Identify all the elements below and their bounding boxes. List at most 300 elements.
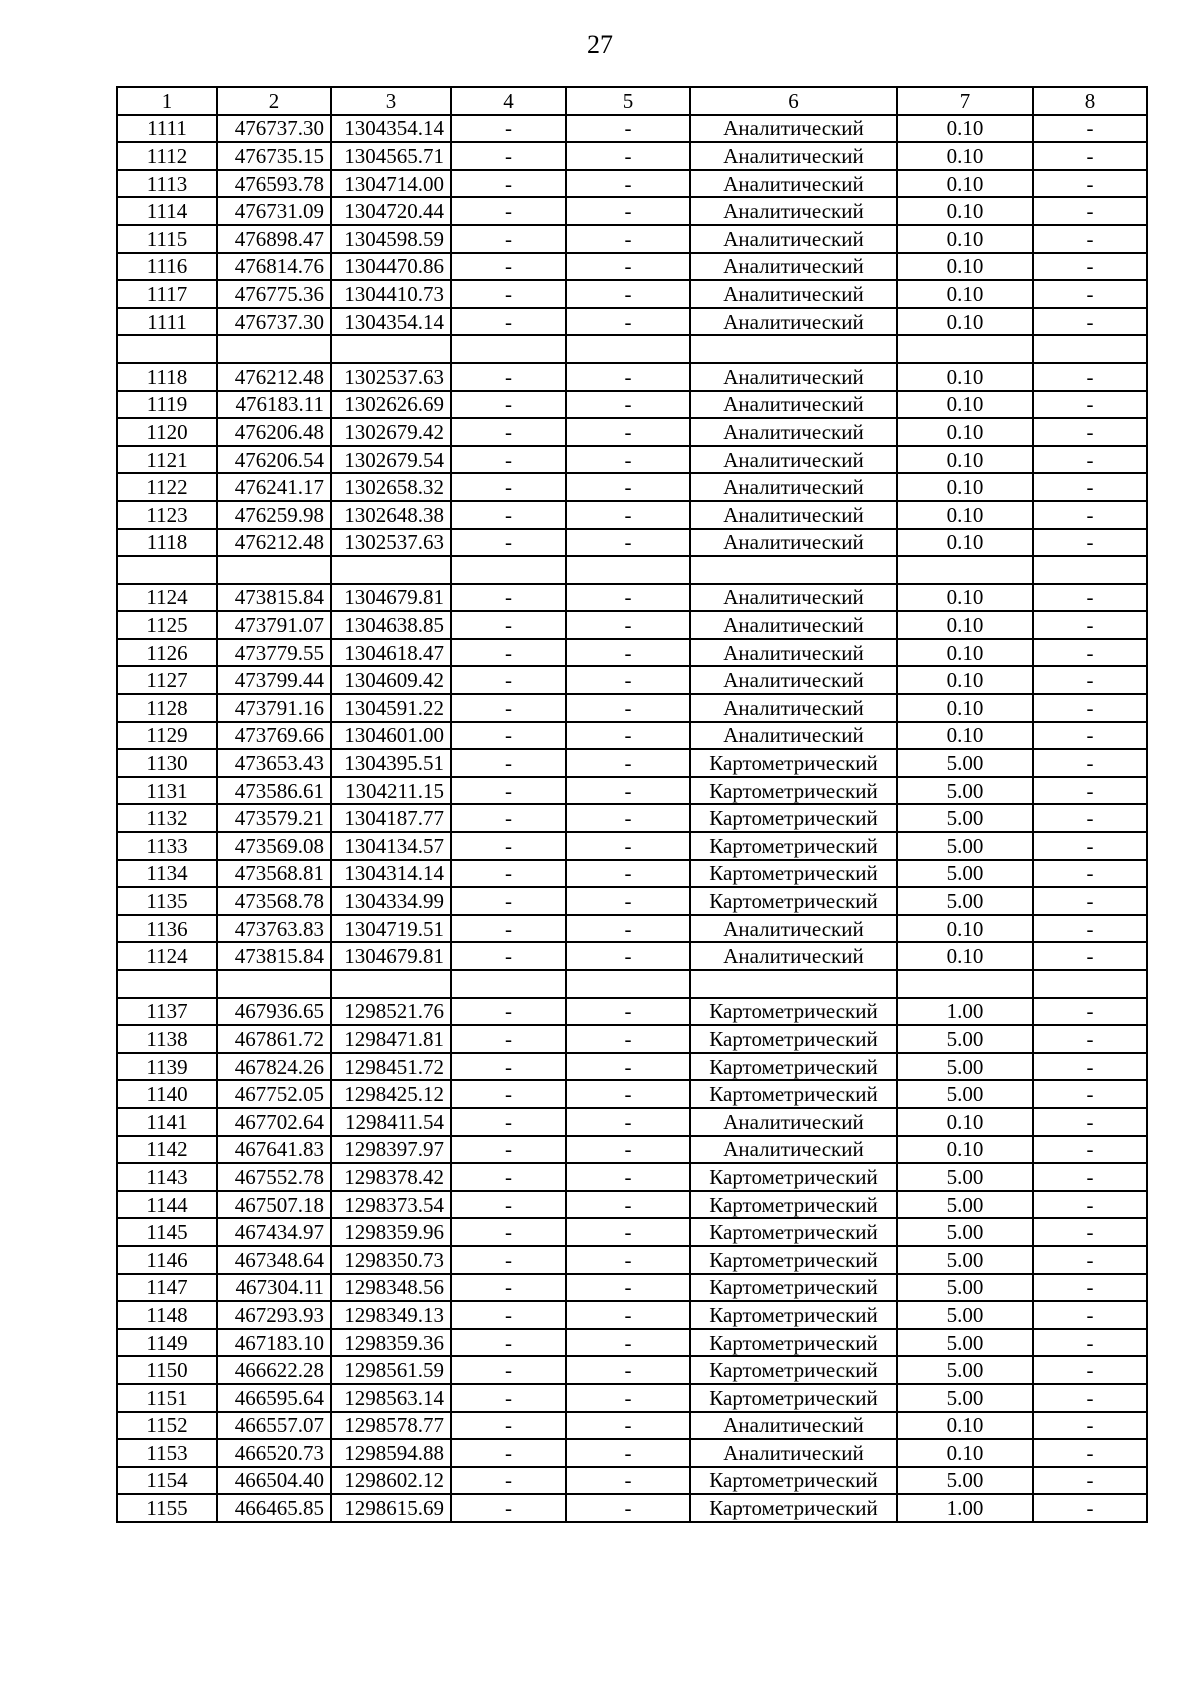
column-8-cell: - (1033, 915, 1147, 943)
column-8-cell: - (1033, 446, 1147, 474)
method-cell: Аналитический (690, 611, 897, 639)
column-8-cell: - (1033, 722, 1147, 750)
y-coordinate-cell: 1304719.51 (331, 915, 451, 943)
point-number-cell: 1132 (117, 804, 217, 832)
table-row (117, 998, 1147, 1026)
point-number-cell: 1141 (117, 1108, 217, 1136)
column-5-cell: - (566, 1108, 690, 1136)
header-cell: 1 (117, 87, 217, 115)
column-4-cell: - (451, 418, 566, 446)
column-5-cell: - (566, 253, 690, 281)
column-4-cell: - (451, 1053, 566, 1081)
column-4-cell: - (451, 722, 566, 750)
accuracy-cell: 0.10 (897, 142, 1033, 170)
point-number-cell: 1118 (117, 529, 217, 557)
column-8-cell: - (1033, 942, 1147, 970)
x-coordinate-cell: 476206.54 (217, 446, 331, 474)
x-coordinate-cell: 473586.61 (217, 777, 331, 805)
column-4-cell: - (451, 1329, 566, 1357)
table-row (117, 942, 1147, 970)
accuracy-cell: 5.00 (897, 1329, 1033, 1357)
method-cell: Аналитический (690, 942, 897, 970)
method-cell: Картометрический (690, 1384, 897, 1412)
x-coordinate-cell: 473815.84 (217, 584, 331, 612)
column-4-cell: - (451, 529, 566, 557)
method-cell: Картометрический (690, 1191, 897, 1219)
accuracy-cell: 0.10 (897, 308, 1033, 336)
accuracy-cell: 0.10 (897, 473, 1033, 501)
table-row (117, 142, 1147, 170)
table-row (117, 1356, 1147, 1384)
method-cell: Аналитический (690, 473, 897, 501)
y-coordinate-cell: 1304211.15 (331, 777, 451, 805)
point-number-cell: 1123 (117, 501, 217, 529)
method-cell: Аналитический (690, 1412, 897, 1440)
column-4-cell: - (451, 860, 566, 888)
column-4-cell: - (451, 1218, 566, 1246)
accuracy-cell: 5.00 (897, 887, 1033, 915)
column-4-cell: - (451, 280, 566, 308)
x-coordinate-cell: 466622.28 (217, 1356, 331, 1384)
column-4-cell: - (451, 170, 566, 198)
method-cell: Картометрический (690, 1274, 897, 1302)
x-coordinate-cell: 473568.78 (217, 887, 331, 915)
column-4-cell: - (451, 473, 566, 501)
accuracy-cell: 5.00 (897, 1301, 1033, 1329)
y-coordinate-cell: 1304598.59 (331, 225, 451, 253)
column-5-cell: - (566, 1329, 690, 1357)
method-cell: Картометрический (690, 860, 897, 888)
y-coordinate-cell: 1304609.42 (331, 666, 451, 694)
x-coordinate-cell: 476814.76 (217, 253, 331, 281)
y-coordinate-cell: 1302658.32 (331, 473, 451, 501)
point-number-cell: 1125 (117, 611, 217, 639)
column-5-cell: - (566, 308, 690, 336)
column-8-cell: - (1033, 197, 1147, 225)
x-coordinate-cell: 473815.84 (217, 942, 331, 970)
accuracy-cell: 5.00 (897, 777, 1033, 805)
table-separator-row (117, 556, 1147, 584)
point-number-cell: 1111 (117, 308, 217, 336)
accuracy-cell: 0.10 (897, 1412, 1033, 1440)
column-8-cell: - (1033, 1412, 1147, 1440)
table-row (117, 1163, 1147, 1191)
table-row (117, 1218, 1147, 1246)
column-8-cell: - (1033, 584, 1147, 612)
point-number-cell: 1155 (117, 1494, 217, 1522)
method-cell: Аналитический (690, 1136, 897, 1164)
column-4-cell: - (451, 584, 566, 612)
column-5-cell: - (566, 225, 690, 253)
accuracy-cell: 0.10 (897, 225, 1033, 253)
x-coordinate-cell: 476259.98 (217, 501, 331, 529)
y-coordinate-cell (331, 970, 451, 998)
column-8-cell: - (1033, 1136, 1147, 1164)
y-coordinate-cell: 1304334.99 (331, 887, 451, 915)
column-8-cell: - (1033, 1384, 1147, 1412)
column-5-cell: - (566, 1218, 690, 1246)
method-cell: Аналитический (690, 501, 897, 529)
column-8-cell: - (1033, 887, 1147, 915)
point-number-cell: 1122 (117, 473, 217, 501)
point-number-cell: 1149 (117, 1329, 217, 1357)
method-cell: Картометрический (690, 1301, 897, 1329)
column-8-cell: - (1033, 1025, 1147, 1053)
column-8-cell: - (1033, 1494, 1147, 1522)
column-8-cell: - (1033, 1329, 1147, 1357)
x-coordinate-cell: 473791.16 (217, 694, 331, 722)
x-coordinate-cell: 473569.08 (217, 832, 331, 860)
x-coordinate-cell: 476737.30 (217, 115, 331, 143)
x-coordinate-cell: 466520.73 (217, 1439, 331, 1467)
y-coordinate-cell: 1298561.59 (331, 1356, 451, 1384)
column-8-cell: - (1033, 832, 1147, 860)
column-4-cell: - (451, 611, 566, 639)
y-coordinate-cell (331, 556, 451, 584)
x-coordinate-cell: 476183.11 (217, 391, 331, 419)
column-5-cell: - (566, 1025, 690, 1053)
y-coordinate-cell: 1304714.00 (331, 170, 451, 198)
accuracy-cell: 5.00 (897, 1274, 1033, 1302)
y-coordinate-cell: 1304354.14 (331, 308, 451, 336)
column-4-cell: - (451, 501, 566, 529)
method-cell: Аналитический (690, 115, 897, 143)
method-cell: Аналитический (690, 584, 897, 612)
table-row (117, 694, 1147, 722)
y-coordinate-cell: 1302679.42 (331, 418, 451, 446)
column-5-cell: - (566, 363, 690, 391)
accuracy-cell: 0.10 (897, 584, 1033, 612)
point-number-cell: 1126 (117, 639, 217, 667)
point-number-cell: 1144 (117, 1191, 217, 1219)
y-coordinate-cell: 1304601.00 (331, 722, 451, 750)
x-coordinate-cell: 467936.65 (217, 998, 331, 1026)
accuracy-cell: 0.10 (897, 391, 1033, 419)
table-row (117, 887, 1147, 915)
column-5-cell: - (566, 749, 690, 777)
x-coordinate-cell (217, 970, 331, 998)
x-coordinate-cell: 476206.48 (217, 418, 331, 446)
column-8-cell: - (1033, 225, 1147, 253)
method-cell: Аналитический (690, 666, 897, 694)
method-cell: Аналитический (690, 225, 897, 253)
table-row (117, 1384, 1147, 1412)
y-coordinate-cell: 1302679.54 (331, 446, 451, 474)
x-coordinate-cell: 476212.48 (217, 529, 331, 557)
method-cell: Картометрический (690, 832, 897, 860)
table-row (117, 1494, 1147, 1522)
column-4-cell: - (451, 1301, 566, 1329)
column-5-cell: - (566, 115, 690, 143)
y-coordinate-cell: 1298602.12 (331, 1467, 451, 1495)
table-row (117, 804, 1147, 832)
column-4-cell: - (451, 1356, 566, 1384)
accuracy-cell: 0.10 (897, 197, 1033, 225)
column-4-cell: - (451, 253, 566, 281)
column-8-cell: - (1033, 418, 1147, 446)
x-coordinate-cell: 467434.97 (217, 1218, 331, 1246)
y-coordinate-cell: 1304410.73 (331, 280, 451, 308)
column-8-cell: - (1033, 666, 1147, 694)
point-number-cell: 1153 (117, 1439, 217, 1467)
table-row (117, 473, 1147, 501)
column-4-cell: - (451, 363, 566, 391)
x-coordinate-cell: 467824.26 (217, 1053, 331, 1081)
method-cell: Картометрический (690, 749, 897, 777)
column-5-cell: - (566, 722, 690, 750)
x-coordinate-cell: 467752.05 (217, 1080, 331, 1108)
table-row (117, 722, 1147, 750)
accuracy-cell: 5.00 (897, 1384, 1033, 1412)
header-cell: 7 (897, 87, 1033, 115)
column-5-cell: - (566, 832, 690, 860)
column-8-cell: - (1033, 501, 1147, 529)
column-4-cell: - (451, 1384, 566, 1412)
method-cell: Аналитический (690, 363, 897, 391)
method-cell: Картометрический (690, 887, 897, 915)
y-coordinate-cell: 1304470.86 (331, 253, 451, 281)
point-number-cell: 1136 (117, 915, 217, 943)
column-5-cell: - (566, 639, 690, 667)
method-cell: Аналитический (690, 1439, 897, 1467)
table-row (117, 1467, 1147, 1495)
column-8-cell: - (1033, 1356, 1147, 1384)
header-cell: 6 (690, 87, 897, 115)
method-cell: Картометрический (690, 1218, 897, 1246)
column-4-cell (451, 335, 566, 363)
y-coordinate-cell: 1298521.76 (331, 998, 451, 1026)
method-cell: Аналитический (690, 639, 897, 667)
column-5-cell: - (566, 1467, 690, 1495)
column-5-cell: - (566, 1163, 690, 1191)
table-body (117, 115, 1147, 1522)
column-8-cell (1033, 335, 1147, 363)
method-cell: Аналитический (690, 418, 897, 446)
y-coordinate-cell: 1304134.57 (331, 832, 451, 860)
accuracy-cell: 0.10 (897, 280, 1033, 308)
header-cell: 8 (1033, 87, 1147, 115)
table-row (117, 1246, 1147, 1274)
table-row (117, 225, 1147, 253)
page-number: 27 (587, 30, 613, 59)
accuracy-cell: 1.00 (897, 1494, 1033, 1522)
method-cell (690, 335, 897, 363)
column-4-cell: - (451, 115, 566, 143)
point-number-cell: 1127 (117, 666, 217, 694)
y-coordinate-cell: 1304720.44 (331, 197, 451, 225)
column-5-cell: - (566, 777, 690, 805)
column-8-cell: - (1033, 170, 1147, 198)
column-8-cell: - (1033, 391, 1147, 419)
point-number-cell: 1120 (117, 418, 217, 446)
column-5-cell: - (566, 804, 690, 832)
column-5-cell: - (566, 694, 690, 722)
accuracy-cell: 0.10 (897, 501, 1033, 529)
column-8-cell: - (1033, 253, 1147, 281)
x-coordinate-cell: 473779.55 (217, 639, 331, 667)
column-5-cell: - (566, 1191, 690, 1219)
table-row (117, 197, 1147, 225)
column-4-cell: - (451, 1467, 566, 1495)
table-row (117, 1439, 1147, 1467)
y-coordinate-cell: 1298373.54 (331, 1191, 451, 1219)
column-8-cell: - (1033, 308, 1147, 336)
column-5-cell: - (566, 1356, 690, 1384)
accuracy-cell (897, 556, 1033, 584)
x-coordinate-cell: 476735.15 (217, 142, 331, 170)
x-coordinate-cell: 476593.78 (217, 170, 331, 198)
column-5-cell: - (566, 1274, 690, 1302)
column-5-cell: - (566, 1080, 690, 1108)
accuracy-cell: 0.10 (897, 915, 1033, 943)
method-cell: Аналитический (690, 694, 897, 722)
x-coordinate-cell: 467861.72 (217, 1025, 331, 1053)
table-row (117, 749, 1147, 777)
point-number-cell: 1111 (117, 115, 217, 143)
column-4-cell: - (451, 1246, 566, 1274)
table-row (117, 639, 1147, 667)
column-4-cell: - (451, 694, 566, 722)
y-coordinate-cell: 1298359.36 (331, 1329, 451, 1357)
point-number-cell: 1130 (117, 749, 217, 777)
column-4-cell: - (451, 142, 566, 170)
column-4-cell: - (451, 1136, 566, 1164)
column-5-cell: - (566, 1053, 690, 1081)
accuracy-cell: 5.00 (897, 804, 1033, 832)
table-row (117, 1080, 1147, 1108)
point-number-cell: 1124 (117, 584, 217, 612)
point-number-cell: 1150 (117, 1356, 217, 1384)
point-number-cell: 1124 (117, 942, 217, 970)
method-cell: Аналитический (690, 529, 897, 557)
y-coordinate-cell: 1302648.38 (331, 501, 451, 529)
y-coordinate-cell: 1298348.56 (331, 1274, 451, 1302)
method-cell: Картометрический (690, 1163, 897, 1191)
accuracy-cell: 0.10 (897, 418, 1033, 446)
column-5-cell: - (566, 391, 690, 419)
column-5-cell: - (566, 1494, 690, 1522)
x-coordinate-cell: 473791.07 (217, 611, 331, 639)
x-coordinate-cell: 467641.83 (217, 1136, 331, 1164)
method-cell: Аналитический (690, 1108, 897, 1136)
table-row (117, 1329, 1147, 1357)
accuracy-cell: 0.10 (897, 529, 1033, 557)
y-coordinate-cell: 1298411.54 (331, 1108, 451, 1136)
accuracy-cell: 0.10 (897, 611, 1033, 639)
column-5-cell: - (566, 197, 690, 225)
column-5-cell: - (566, 915, 690, 943)
column-4-cell: - (451, 197, 566, 225)
column-8-cell: - (1033, 1080, 1147, 1108)
x-coordinate-cell: 466557.07 (217, 1412, 331, 1440)
point-number-cell: 1135 (117, 887, 217, 915)
column-5-cell: - (566, 170, 690, 198)
column-5-cell: - (566, 280, 690, 308)
column-8-cell: - (1033, 473, 1147, 501)
accuracy-cell (897, 970, 1033, 998)
x-coordinate-cell: 467183.10 (217, 1329, 331, 1357)
column-4-cell: - (451, 887, 566, 915)
y-coordinate-cell: 1304638.85 (331, 611, 451, 639)
table-row (117, 253, 1147, 281)
point-number-cell: 1138 (117, 1025, 217, 1053)
method-cell: Аналитический (690, 308, 897, 336)
column-5-cell: - (566, 942, 690, 970)
table-row (117, 1191, 1147, 1219)
x-coordinate-cell: 476731.09 (217, 197, 331, 225)
y-coordinate-cell: 1304395.51 (331, 749, 451, 777)
column-4-cell: - (451, 804, 566, 832)
point-number-cell: 1113 (117, 170, 217, 198)
column-4-cell: - (451, 446, 566, 474)
x-coordinate-cell: 467507.18 (217, 1191, 331, 1219)
column-8-cell: - (1033, 1108, 1147, 1136)
table-separator-row (117, 335, 1147, 363)
table-row (117, 777, 1147, 805)
accuracy-cell: 5.00 (897, 832, 1033, 860)
method-cell: Аналитический (690, 280, 897, 308)
column-8-cell: - (1033, 115, 1147, 143)
point-number-cell (117, 970, 217, 998)
column-4-cell: - (451, 832, 566, 860)
point-number-cell: 1142 (117, 1136, 217, 1164)
table-row (117, 1274, 1147, 1302)
x-coordinate-cell: 473653.43 (217, 749, 331, 777)
table-row (117, 170, 1147, 198)
column-5-cell: - (566, 887, 690, 915)
table-row (117, 1025, 1147, 1053)
method-cell: Аналитический (690, 253, 897, 281)
x-coordinate-cell: 476898.47 (217, 225, 331, 253)
point-number-cell: 1118 (117, 363, 217, 391)
column-5-cell: - (566, 473, 690, 501)
accuracy-cell: 5.00 (897, 1246, 1033, 1274)
table-row (117, 446, 1147, 474)
column-4-cell (451, 556, 566, 584)
method-cell: Картометрический (690, 1053, 897, 1081)
y-coordinate-cell: 1304354.14 (331, 115, 451, 143)
y-coordinate-cell: 1302537.63 (331, 529, 451, 557)
column-5-cell: - (566, 611, 690, 639)
x-coordinate-cell: 467348.64 (217, 1246, 331, 1274)
accuracy-cell: 5.00 (897, 1467, 1033, 1495)
column-8-cell: - (1033, 611, 1147, 639)
column-4-cell: - (451, 1191, 566, 1219)
column-5-cell: - (566, 860, 690, 888)
point-number-cell: 1145 (117, 1218, 217, 1246)
x-coordinate-cell (217, 335, 331, 363)
column-4-cell: - (451, 1412, 566, 1440)
accuracy-cell: 5.00 (897, 1025, 1033, 1053)
x-coordinate-cell: 467552.78 (217, 1163, 331, 1191)
x-coordinate-cell: 467304.11 (217, 1274, 331, 1302)
column-5-cell: - (566, 1439, 690, 1467)
point-number-cell: 1129 (117, 722, 217, 750)
column-4-cell: - (451, 777, 566, 805)
y-coordinate-cell: 1298349.13 (331, 1301, 451, 1329)
column-8-cell: - (1033, 860, 1147, 888)
x-coordinate-cell: 467702.64 (217, 1108, 331, 1136)
table-row (117, 280, 1147, 308)
table-row (117, 611, 1147, 639)
column-5-cell: - (566, 1384, 690, 1412)
y-coordinate-cell: 1298451.72 (331, 1053, 451, 1081)
table-row (117, 501, 1147, 529)
column-4-cell (451, 970, 566, 998)
column-5-cell: - (566, 501, 690, 529)
column-8-cell: - (1033, 1274, 1147, 1302)
column-5-cell: - (566, 1246, 690, 1274)
